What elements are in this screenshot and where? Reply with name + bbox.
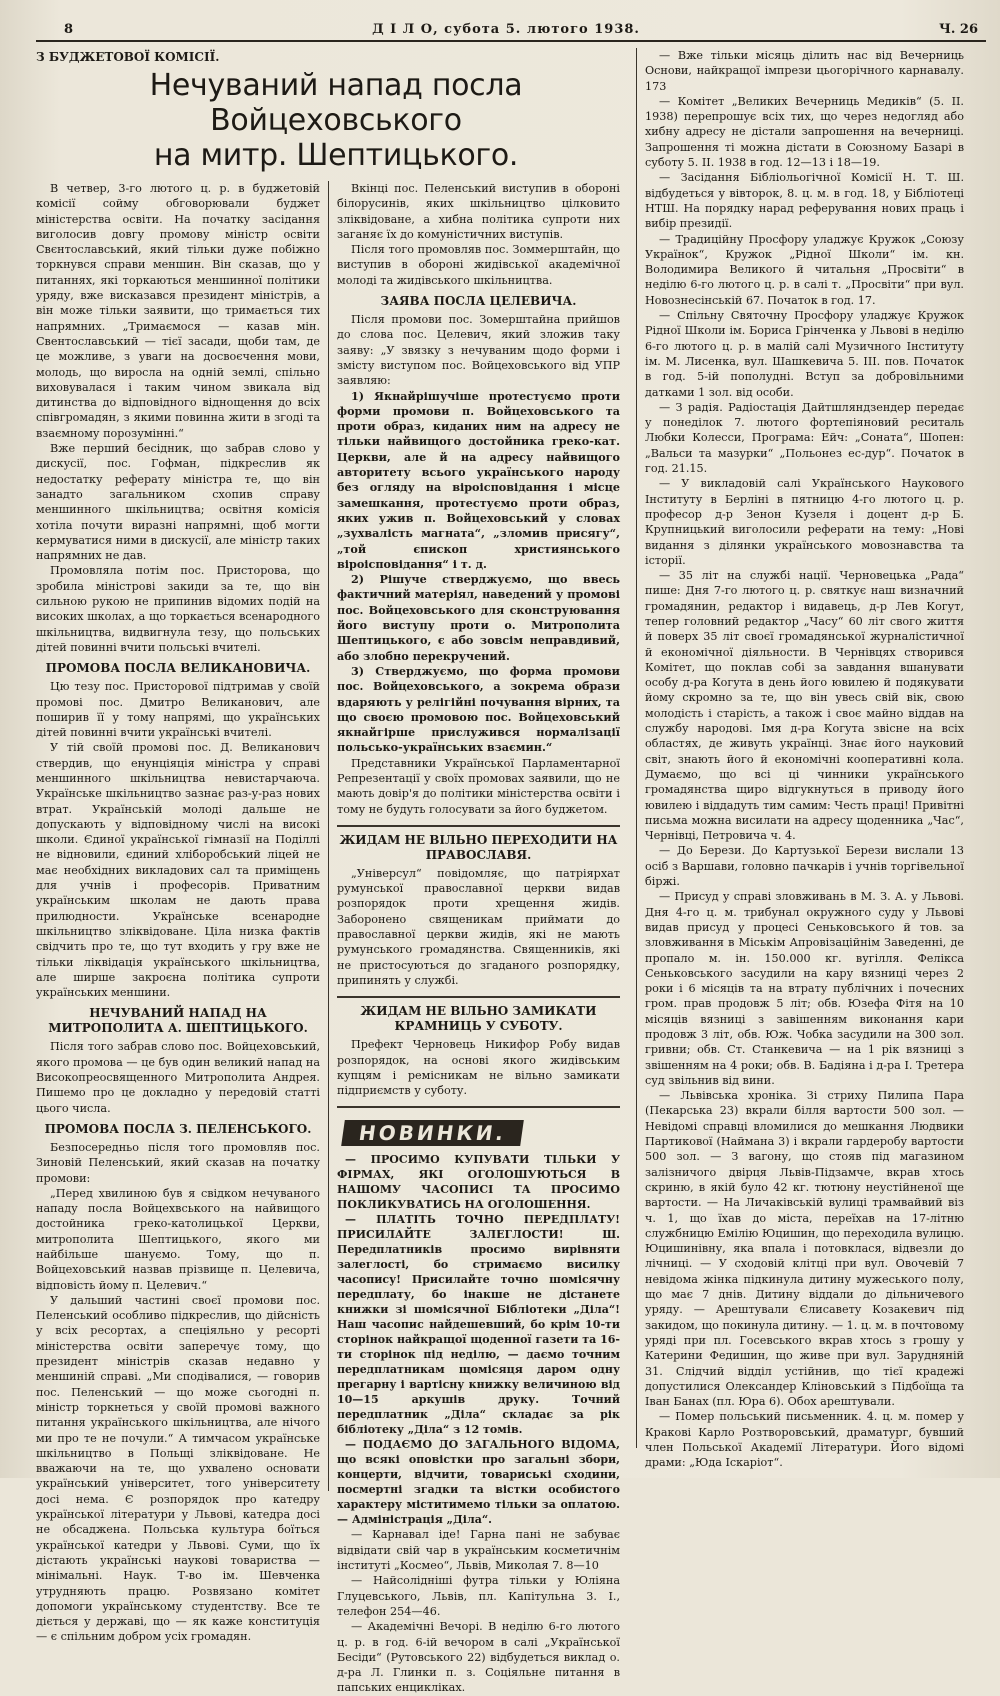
news-item: — ПЛАТІТЬ ТОЧНО ПЕРЕДПЛАТУ! ПРИСИЛАЙТЕ ЗАЛЕГЛОСТИ! Ш. Передплатників просимо вирівняти залеглості, бо стримаємо висилку часопису! Присилайте точно шомісячну передплату, бо інакше не дістанете книжки зі шомісячної Бібліотеки „Діла“! Наш часопис найдешевший, бо крім 10-ти сторінок найкращої щоденної газети та 16-ти сторінок під неділю, — даємо точним передплатникам щомісяця даром одну прегарну і вартісну книжку величиною від 10—15 аркушів друку. Точний передплатник „Діла“ складає за рік бібліотеку „Діла“ з 12 томів. xyxy=(337,1213,620,1437)
column-1 xyxy=(36,181,328,1644)
columns xyxy=(36,48,986,1695)
paragraph: 1) Якнайрішучіше протестуємо проти форми промови п. Войцеховського та проти образ, киданих ним на адресу не тільки найвищого достойника греко-кат. Церкви, але й на адресу найвищого авторитету всього українського народу без огляду на віроісповідання і місце замешкання, протестуємо проти образ, яких ужив п. Войцеховський у словах „зухвалість магната“, „зломив присягу“, „той єпископ християнського віроісповідання“ і т. д. xyxy=(337,388,620,571)
headline-line-2: на митр. Шептицького. xyxy=(153,138,519,173)
subheading: ЖИДАМ НЕ ВІЛЬНО ПЕРЕХОДИТИ НА ПРАВОСЛАВЯ. xyxy=(339,832,618,862)
paragraph: Вкінці пос. Пеленський виступив в обороні білорусинів, яких шкільництво цілковито зліквідоване, а хибна політика супроти них заганяє їх до комуністичних виступів. xyxy=(337,182,620,241)
article-headline xyxy=(36,68,636,173)
paragraph: Префект Черновець Никифор Робу видав розпорядок, на основі якого жидівським купцям і ремісникам не вільно замикати підприємств у суботу. xyxy=(337,1038,620,1098)
news-item: — Вже тільки місяць ділить нас від Вечерниць Основи, найкращої імпрези цьогорічного карнавалу. 173 xyxy=(645,49,964,93)
page-number: 8 xyxy=(64,22,74,37)
news-item: — 35 літ на службі нації. Черновецька „Рада“ пише: Дня 7-го лютого ц. р. святкує наш визначний громадянин, редактор і видавець, д-р Лев Когут, тепер головний редактор „Часу“ 60 літ свого життя й поверх 35 літ своєї громадянської журналістичної й економічної діяльности. В Чернівцях створився Комітет, що поклав собі за завдання вшанувати особу д-ра Когута в день його ювилею й подякувати йому скромно за те, що він увесь свій вік, свою молодість і старість, а також і своє майно віддав на службу народові. Імя д-ра Когута звісне на всіх областях, де живуть українці. Знає його науковий світ, знають його й економічні кооперативні кола. Думаємо, що всі ці чинники українського громадянства щиро відгукнуться в приводу його ювилею і віддадуть тим самим: Честь праці! Привітні письма можна висилати на адресу щоденника „Час“, Чернівці, Петровича ч. 4. xyxy=(645,569,964,843)
paragraph: Вже перший бесідник, що забрав слово у дискусії, пос. Гофман, підкреслив як недостатку реферату міністра те, що він занадто загальником схопив справу меншинного шкільництва; освітня комісія хотіла почути виразні напрямні, щоб могти кермуватися ними в дискусії, але міністр таких напрямних не дав. xyxy=(36,442,320,563)
paragraph: Цю тезу пос. Присторової підтримав у своїй промові пос. Дмитро Великанович, але поширив її у тому напрямі, що українських дітей повинні вчити українські вчителі. xyxy=(36,680,320,740)
paragraph: 3) Стверджуємо, що форма промови пос. Войцеховського, а зокрема образи вдаряють у релігійні почування вірних, та що своєю промовою пос. Войцеховський якнайгірше прислужився нормалізації польсько-українських взаємин.“ xyxy=(337,663,620,755)
news-item: — До Берези. До Картузької Берези вислали 13 осіб з Варшави, головно пачкарів і учнів торгівельної біржі. xyxy=(645,844,964,889)
divider xyxy=(337,1106,620,1108)
subheading: ПРОМОВА ПОСЛА З. ПЕЛЕНСЬКОГО. xyxy=(44,1121,312,1136)
paragraph: 2) Рішуче стверджуємо, що ввесь фактичний матеріял, наведений у промові пос. Войцеховського для сконструювання його виступу проти о. Митрополита Шептицького, є або зовсім неправдивий, або злобно перекручений. xyxy=(337,572,620,663)
news-item: — Карнавал іде! Гарна пані не забуває відвідати свій чар в українським косметичнім інституті „Космео“, Львів, Миколая 7. 8—10 xyxy=(337,1528,620,1573)
news-item: — Комітет „Великих Вечерниць Медиків“ (5. ІІ. 1938) перепрошує всіх тих, що через недогляд або хибну адресу не дістали запрошення на вечерниці. Запрошення ті можна дістати в Союзному Базарі в суботу 5. ІІ. 1938 в год. 12—13 і 18—19. xyxy=(645,94,964,170)
paragraph: Безпосередньо після того промовляв пос. Зиновій Пеленський, який сказав на початку промови: xyxy=(36,1140,320,1185)
paragraph: „Перед хвилиною був я свідком нечуваного нападу посла Войцехвського на найвищого достойника греко-католицької Церкви, митрополита Шептицького, якого ми найбільше шануємо. Тому, що п. Войцеховський назвав прізвище п. Целевича, відповість йому п. Целевич.“ xyxy=(36,1186,320,1292)
paragraph: Після промови пос. Зомерштайна прийшов до слова пос. Целевич, який зложив таку заяву: „У звязку з нечуваним щодо форми і змісту виступом пос. Войцеховського від УПР заявляю: xyxy=(337,313,620,388)
issue-number: Ч. 26 xyxy=(938,22,978,37)
news-item: — ПРОСИМО КУПУВАТИ ТІЛЬКИ У ФІРМАХ, ЯКІ ОГОЛОШУЮТЬСЯ В НАШОМУ ЧАСОПИСІ ТА ПРОСИМО ПОКЛИКУВАТИСЬ НА ОГОЛОШЕННЯ. xyxy=(337,1153,620,1212)
paragraph: „Універсул“ повідомляє, що патріярхат румунської православної церкви видав розпорядок проти хрещення жидів. Заборонено священикам приймати до православної церкви жидів, які не мають румунського громадянства. Священників, які не пристосуються до згаданого розпорядку, припинять у службі. xyxy=(337,866,620,987)
subheading: НЕЧУВАНИЙ НАПАД НА МИТРОПОЛИТА А. ШЕПТИЦЬКОГО. xyxy=(48,1006,308,1036)
news-item: — Спільну Святочну Просфору уладжує Кружок Рідної Школи ім. Бориса Грінченка у Львові в неділю 6-го лютого ц. р. в малій салі Музичного Інституту ім. М. Лисенка, вул. Шашкевича 5. ІІІ. пов. Початок в год. 5-ій пополудні. Вступ за добровільними датками 1 зол. від особи. xyxy=(645,309,964,399)
news-section-banner: НОВИНКИ. xyxy=(341,1120,524,1146)
divider xyxy=(337,996,620,998)
news-item: — Традиційну Просфору уладжує Кружок „Союзу Українок“, Кружок „Рідної Школи“ ім. кн. Володимира Великого й читальня „Просвіти“ в неділю 6-го лютого ц. р. в салі т. „Просвіти“ при вул. Новознесінській 67. Початок в год. 17. xyxy=(645,232,964,307)
news-item: — ПОДАЄМО ДО ЗАГАЛЬНОГО ВІДОМА, що всякі оповістки про загальні збори, концерти, відчити, товариські сходини, посмертні згадки та вістки особистого характеру міститимемо тільки за оплатою. — Адміністрація „Діла“. xyxy=(337,1438,620,1527)
news-item: — Засідання Бібліольогічної Комісії Н. Т. Ш. відбудеться у вівторок, 8. ц. м. в год. 18, у Бібліотеці НТШ. На порядку нарад реферування нових праць і вибір президії. xyxy=(645,171,964,231)
main-article-area xyxy=(36,48,636,1695)
headline-line-1: Нечуваний напад посла Войцеховського xyxy=(149,68,523,138)
divider xyxy=(337,825,620,827)
subheading: ЗАЯВА ПОСЛА ЦЕЛЕВИЧА. xyxy=(380,294,577,309)
news-item: — Присуд у справі зловживань в М. З. А. у Львові. Дня 4-го ц. м. трибунал окружного суду у Львові видав присуд у процесі Сеньковського й тов. за зловживання в Міськім Апровізаційнім Заведенні, де пропало м. ін. 150.000 кг. вугілля. Фелікса Сеньковського засудили на кару вязниці через 2 роки і 6 місяців та на втрату публічних і почесних гром. прав продовж 5 літ; обв. Юзефа Фітя на 10 місяців вязниці з завішенням виконання кари продовж 3 літ, обв. Юж. Чобка засудили на 300 зол. гривни; обв. Ст. Станкевича — на 1 рік вязниці з звішенням на 4 роки; обв. В. Бадіяна і д-ра І. Третера суд звільнив від вини. xyxy=(645,890,964,1087)
news-item: — З радія. Радіостація Дайтшляндзендер передає у понеділок 7. лютого фортепіяновий реситаль Любки Колесси, Програма: Ейч: „Соната“, Шопен: „Вальси та мазурки“ „Польонез ес-дур“. Початок в год. 21.15. xyxy=(645,400,964,476)
article-kicker: З БУДЖЕТОВОЇ КОМІСІЇ. xyxy=(36,50,220,64)
news-item: — Академічні Вечорі. В неділю 6-го лютого ц. р. в год. 6-ій вечором в салі „Української Бесіди“ (Рутовського 22) відбудеться виклад о. д-ра Л. Глинки п. з. Соціяльне питання в папських енцикліках. xyxy=(337,1620,620,1695)
masthead-title-date: Д І Л О, субота 5. лютого 1938. xyxy=(372,22,640,37)
article-body xyxy=(36,181,636,1695)
column-3 xyxy=(636,48,968,1470)
paragraph: У дальший частині своєї промови пос. Пеленський особливо підкреслив, що дійсність у всіх ресортах, а спеціяльно у ресорті міністерства освіти заперечує тому, що президент міністрів сказав недавно у меншиній справі. „Ми сподівалися, — говорив пос. Пеленський — що може сьогодні п. міністр торкнеться у своїй промові важного питання українського шкільництва, але нічого ми про те не почули.“ А тимчасом українське шкільництво в Польщі зліквідоване. Не вважаючи на те, що ухвалено основати український університет, того університету досі нема. Є розпорядок про катедру української літератури у Львові, катедра досі не обсаджена. Польська культура боїться української катедри у Львові. Суми, що їх дістають українські наукові товариства — мінімальні. Наук. Т-во ім. Шевченка утрудняють працю. Розвязано комітет допомоги українському студентству. Все те діється у державі, що — як каже конституція — є спільним добром усіх громадян. xyxy=(36,1293,320,1644)
subheading: ЖИДАМ НЕ ВІЛЬНО ЗАМИКАТИ КРАМНИЦЬ У СУБОТУ. xyxy=(360,1004,597,1034)
news-item: — Помер польський письменник. 4. ц. м. помер у Кракові Карло Розтворовський, драматург, бувший член Польської Академії Літератури. Його відомі драми: „Юда Іскаріот“. xyxy=(645,1410,964,1470)
paragraph: Після того промовляв пос. Зоммерштайн, що виступив в обороні жидівської академічної молоді та жидівського шкільництва. xyxy=(337,243,620,287)
subheading: ПРОМОВА ПОСЛА ВЕЛИКАНОВИЧА. xyxy=(45,661,311,676)
masthead xyxy=(36,22,986,42)
column-2 xyxy=(328,181,628,1695)
paragraph: У тій своїй промові пос. Д. Великанович ствердив, що енунціяція міністра у справі меншинного шкільництва невистарчаюча. Українське шкільництво зазнає раз-у-раз нових втрат. Українській молоді дальше не допускають у відповідному числі на високі школи. Єдиної української гімназії на Поділлі не відновили, єдиний хліборобський ліцей не має необхідних викладових сал та приміщень для учнів і професорів. Приватним українським школам не дають права прилюдности. Українське всенародне шкільництво зліквідоване. Ціла низка фактів свідчить про те, що тут входить у гру вже не тільки ліквідація українського шкільництва, але ширше закроєна політика супроти українських меншини. xyxy=(36,741,320,1000)
news-item: — У викладовій салі Українського Наукового Інституту в Берліні в пятницю 4-го лютого ц. р. професор д-р Зенон Кузеля і доцент д-р Б. Крупницький виголосили реферати на тему: „Нові видання з ділянки українського мовознавства та історії. xyxy=(645,477,964,567)
news-item: — Львівська хроніка. Зі стриху Пилипа Пара (Пекарська 23) вкрали білля вартости 500 зол. — Невідомі справці вломилися до мешкання Людвики Партикової (Наймана 3) і вкрали гардеробу вартости 500 зол. — З вагону, що стояв під магазином залізничого двірця Львів-Підзамче, вкрав хтось скриню, в якій було 42 кг. тютюну неустійненої ще вартости. — На Личаківській вулиці трамвайвий віз ч. 1, що їхав до міста, переїхав на 17-літню службницю Емілію Юцишин, що переходила вулицю. Юцишинівну, яка впала і потовклася, відвезли до лічниці. — У сходовій клітці при вул. Овочевій 7 невідома жінка підкинула дитину мужеського полу, що має 7 днів. Дитину віддали до дільничевого уряду. — Арештували Єлисавету Козакевич під закидом, що покинула дитину. — 1. ц. м. в почтовому уряді при пл. Госевського вкрав хтось з грошу у Катерини Федишин, що живе при вул. Зарудняній 31. Слідчий відділ устійнив, що тієї крадежі допустилися Олександер Кліновський з Підбоїща та Іван Банах (пл. Юра 6). Обох арештували. xyxy=(645,1089,964,1409)
paragraph: Після того забрав слово пос. Войцеховський, якого промова — це був один великий напад на Високопреосвященного Митрополита Андрея. Пишемо про це докладно у передовій статті цього числа. xyxy=(36,1040,320,1115)
paragraph: Представники Української Парламентарної Репрезентації у своїх промовах заявили, що не мають довір'я до політики міністерства освіти і тому не будуть голосувати за його буджетом. xyxy=(337,756,620,816)
news-item: — Найсолідніші футра тільки у Юліяна Глуцевського, Львів, пл. Капітульна 3. І., телефон 254—46. xyxy=(337,1574,620,1618)
paragraph: В четвер, 3-го лютого ц. р. в буджетовій комісії сойму обговорювали буджет міністерства освіти. На початку засідання виголосив довгу промову міністр освіти Свєнтославський, який тільки дуже побіжно торкнувся справи меншин. Він сказав, що у питаннях, які торкаються меншинної політики уряду, вже висказався президент міністрів, а він може тільки заявити, що тримається тих напрямних. „Тримаємося — казав мін. Свентославський — тієї засади, щоби там, де це можливе, з уваги на досвоєчення мови, молодь, що виросла на одній землі, спільно виховувалася і таким чином звикала від дитинства до відповідного віднощення до всіх співгромадян, з якими повинна жити в згоді та взаємному порозумінні.“ xyxy=(36,182,320,440)
paragraph: Промовляла потім пос. Присторова, що зробила міністрові закиди за те, що він сильною рукою не припинив відомих подій на високих школах, а що торкається всенародного шкільництва, видвигнула тезу, що польських дітей повинні вчити польські вчителі. xyxy=(36,564,320,654)
